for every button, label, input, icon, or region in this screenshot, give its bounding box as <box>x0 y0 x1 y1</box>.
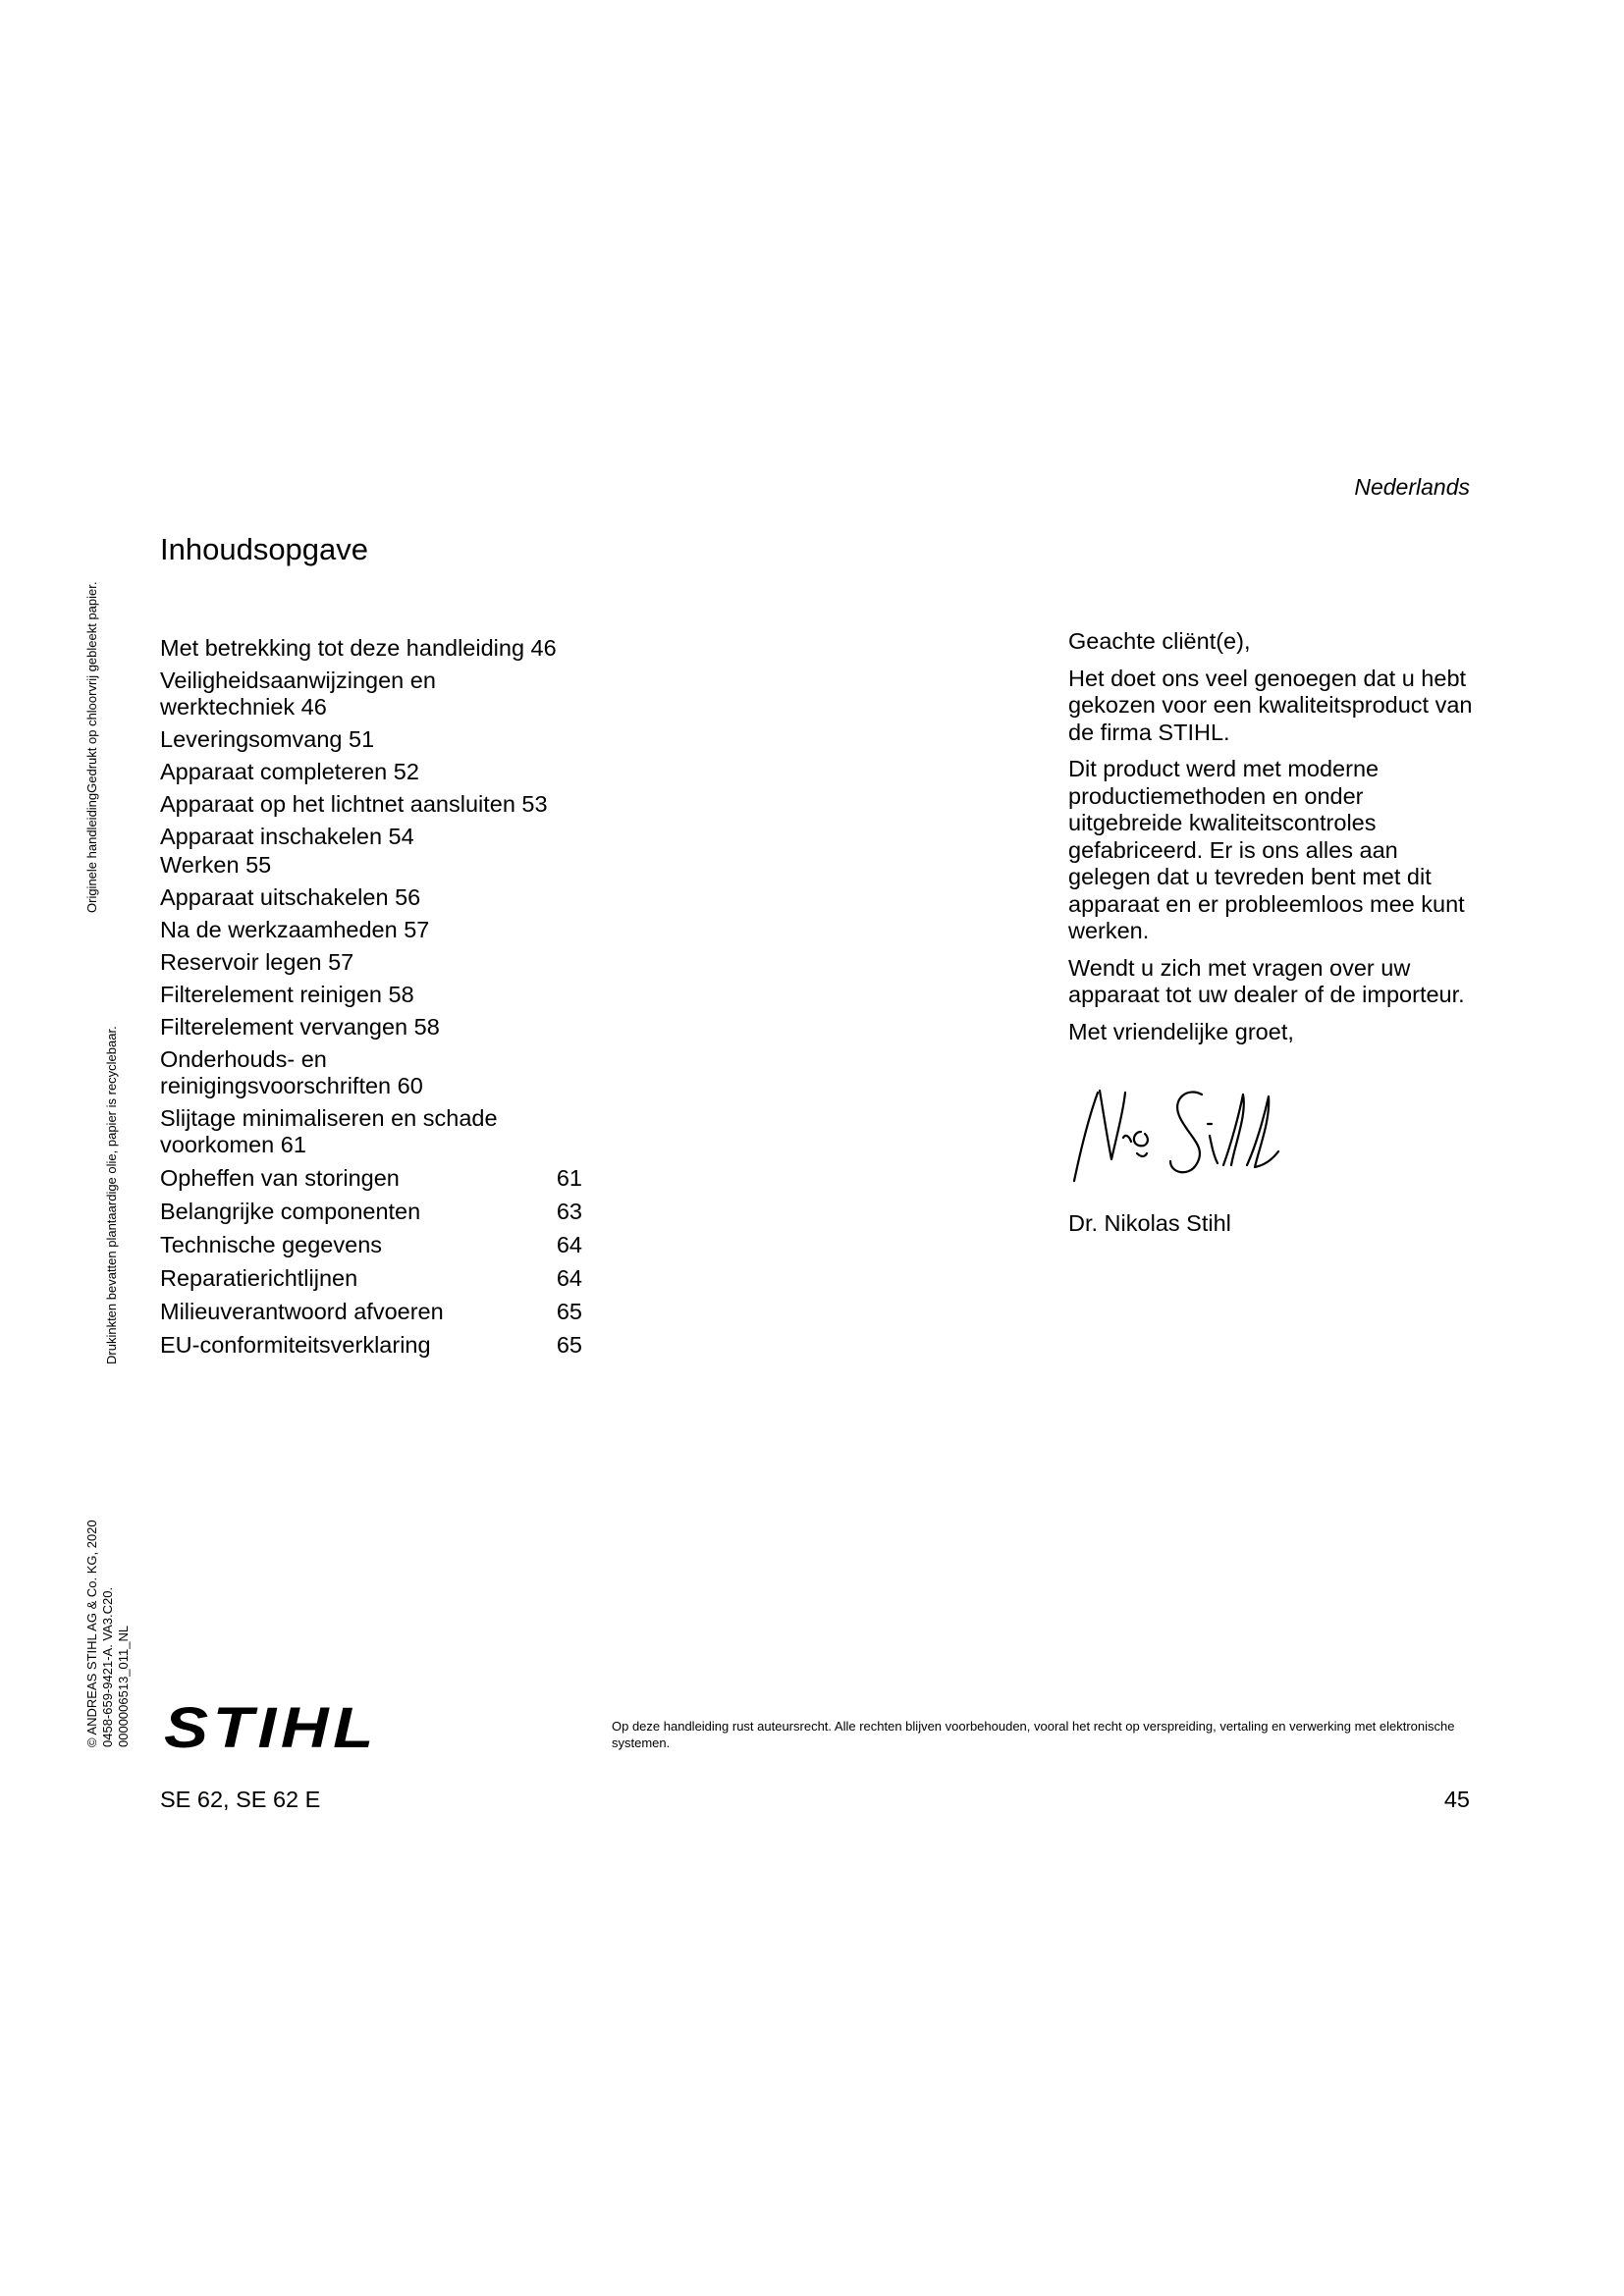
toc-item[interactable]: Opheffen van storingen 61 <box>160 1165 582 1191</box>
toc-page-number: 65 <box>556 1299 582 1324</box>
side-note-original: Originele handleidingGedrukt op chloorvrij gebleekt papier. <box>84 581 99 913</box>
toc-item[interactable]: Onderhouds- en reinigingsvoorschriften 60 <box>160 1046 423 1098</box>
toc-item[interactable]: Belangrijke componenten 63 <box>160 1199 582 1224</box>
toc-item[interactable]: Apparaat inschakelen 54 <box>160 824 414 849</box>
toc-item[interactable]: Reparatierichtlijnen 64 <box>160 1265 582 1291</box>
toc-page-number: 65 <box>556 1332 582 1358</box>
svg-text:STIHL: STIHL <box>164 1700 378 1755</box>
toc-page-number: 64 <box>556 1232 582 1257</box>
letter-closing: Met vriendelijke groet, <box>1068 1018 1294 1044</box>
page-number: 45 <box>1443 1787 1470 1812</box>
language-label: Nederlands <box>1354 474 1470 500</box>
toc-item[interactable]: Apparaat uitschakelen 56 <box>160 884 421 910</box>
toc-item[interactable]: Slijtage minimaliseren en schade voorkomen 61 <box>160 1105 498 1157</box>
toc-item[interactable]: Filterelement vervangen 58 <box>160 1014 440 1040</box>
toc-item[interactable]: Na de werkzaamheden 57 <box>160 917 430 942</box>
toc-title: Inhoudsopgave <box>160 532 369 566</box>
table-of-contents <box>160 635 582 1364</box>
toc-item[interactable]: Apparaat op het lichtnet aansluiten 53 <box>160 791 548 817</box>
toc-item[interactable]: Werken 55 <box>160 852 272 878</box>
model-designation: SE 62, SE 62 E <box>160 1787 321 1812</box>
toc-item[interactable]: EU-conformiteitsverklaring 65 <box>160 1332 582 1358</box>
toc-page-number: 64 <box>556 1265 582 1291</box>
toc-item[interactable]: Reservoir legen 57 <box>160 949 354 975</box>
side-note-copyright: © ANDREAS STIHL AG & Co. KG, 2020 0458-659-9421-A. VA3.C20. 0000006513_011_NL <box>84 1520 131 1747</box>
welcome-letter <box>1068 628 1481 1248</box>
letter-paragraph: Dit product werd met moderne productiemethoden en onder uitgebreide kwaliteitscontroles gefabriceerd. Er is ons alles aan gelegen dat u tevreden bent met dit apparaat en er probleemloos mee kunt werken. <box>1068 756 1465 943</box>
toc-page-number: 61 <box>556 1165 582 1191</box>
toc-item[interactable]: Veiligheidsaanwijzingen en werktechniek 46 <box>160 667 436 720</box>
toc-item[interactable]: Filterelement reinigen 58 <box>160 982 414 1007</box>
side-margin-notes <box>84 510 143 1747</box>
copyright-notice: Op deze handleiding rust auteursrecht. Alle rechten blijven voorbehouden, vooral het recht op verspreiding, vertaling en verwerking met elektronische systemen. <box>612 1719 1455 1750</box>
stihl-logo <box>160 1700 386 1755</box>
toc-item[interactable]: Apparaat completeren 52 <box>160 759 419 784</box>
toc-item[interactable]: Technische gegevens 64 <box>160 1232 582 1257</box>
letter-paragraph: Het doet ons veel genoegen dat u hebt gekozen voor een kwaliteitsproduct van de firma STIHL. <box>1068 665 1473 745</box>
letter-paragraph: Wendt u zich met vragen over uw apparaat tot uw dealer of de importeur. <box>1068 954 1465 1007</box>
toc-item[interactable]: Milieuverantwoord afvoeren 65 <box>160 1299 582 1324</box>
signature <box>1060 1075 1286 1193</box>
toc-item[interactable]: Leveringsomvang 51 <box>160 726 375 752</box>
toc-item[interactable]: Met betrekking tot deze handleiding 46 <box>160 635 557 661</box>
toc-page-number: 63 <box>556 1199 582 1224</box>
side-note-inks: Drukinkten bevatten plantaardige olie, papier is recyclebaar. <box>104 1026 119 1364</box>
signer-name: Dr. Nikolas Stihl <box>1068 1210 1231 1236</box>
letter-greeting: Geachte cliënt(e), <box>1068 628 1251 654</box>
